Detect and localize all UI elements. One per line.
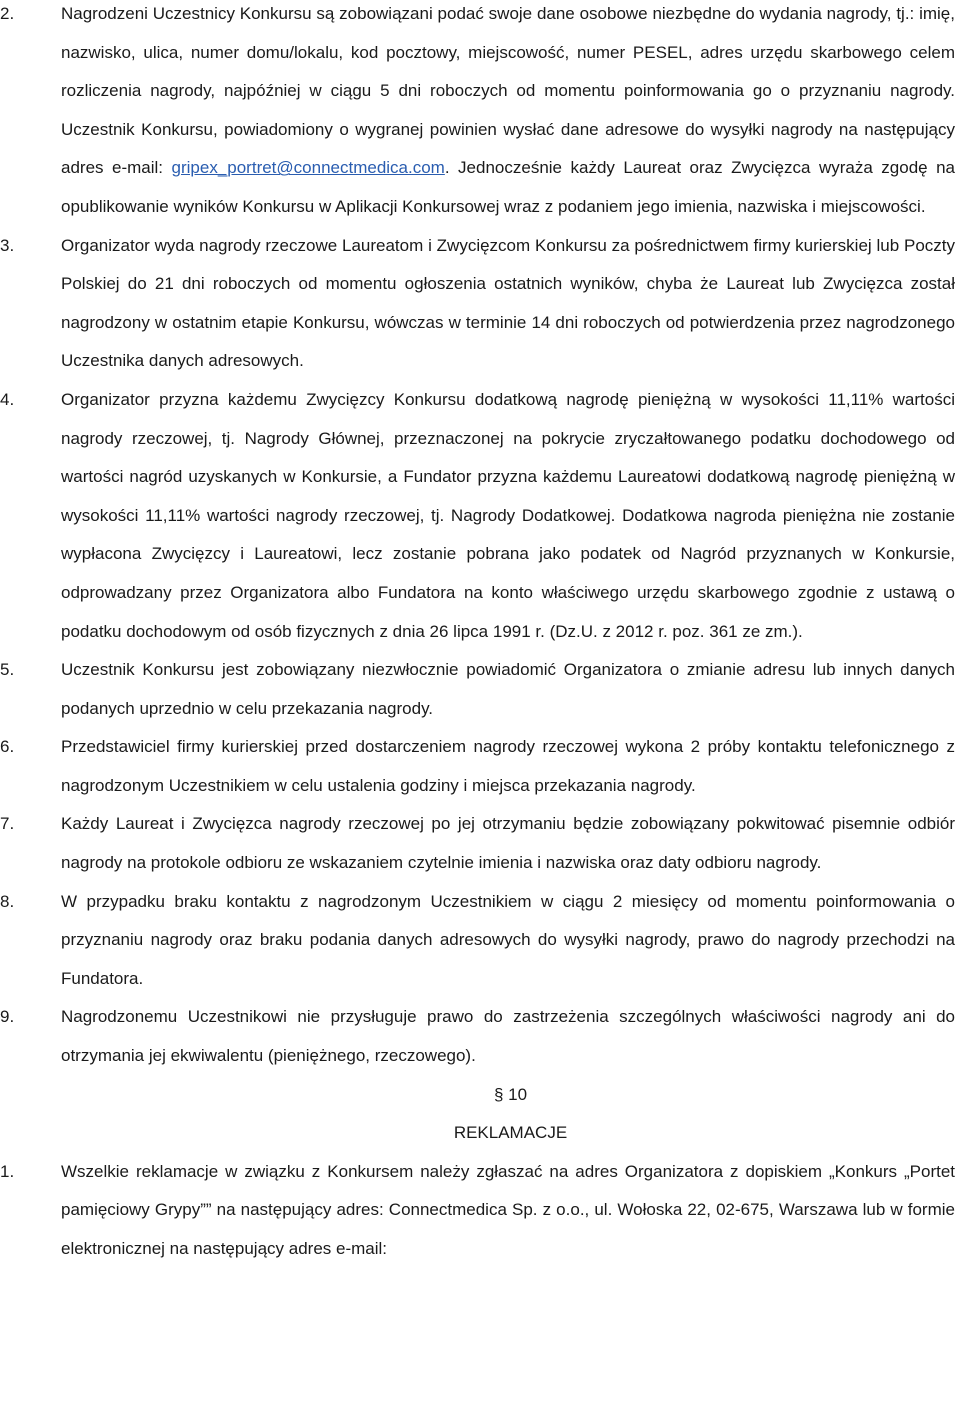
list-number: 4. (0, 389, 15, 409)
list-item-text: Każdy Laureat i Zwycięzca nagrody rzeczowej po jej otrzymaniu będzie zobowiązany pokwitować pisemnie odbiór nagrody na protokole odbioru ze wskazaniem czytelnie imienia i nazwiska oraz daty odbioru nagrody. (61, 814, 955, 873)
list-number: 5. (0, 660, 15, 680)
paragraph-text: Nagrodzeni Uczestnicy Konkursu są zobowiązani podać swoje dane osobowe niezbędne do wydania nagrody, tj.: imię, nazwisko, ulica, numer domu/lokalu, kod pocztowy, miejscowość, numer PESEL, adres urzędu skarbowego celem rozliczenia nagrody, najpóźniej w ciągu 5 dni roboczych od momentu poinformowania go o przyznaniu nagrody. Uczestnik Konkursu, powiadomiony o wygranej powinien wysłać dane adresowe do wysyłki nagrody na następujący adres e-mail: (61, 4, 955, 178)
list-item-text: Organizator wyda nagrody rzeczowe Laureatom i Zwycięzcom Konkursu za pośrednictwem firmy kurierskiej lub Poczty Polskiej do 21 dni roboczych od momentu ogłoszenia ostatnich wyników, chyba że Laureat lub Zwycięzca został nagrodzony w ostatnim etapie Konkursu, wówczas w terminie 14 dni roboczych od potwierdzenia przez nagrodzonego Uczestnika danych adresowych. (61, 235, 955, 371)
list-item-5 (0, 651, 960, 728)
list-number: 3. (0, 235, 15, 255)
reklamacje-item-1 (0, 1153, 960, 1269)
list-item-7 (0, 805, 960, 882)
section-number: § 10 (493, 1084, 528, 1104)
list-item-3 (0, 227, 960, 381)
list-item-text (61, 0, 955, 227)
list-number: 8. (0, 891, 15, 911)
list-item-6 (0, 728, 960, 805)
list-item-8 (0, 883, 960, 999)
list-number: 9. (0, 1007, 15, 1027)
list-item-text: Przedstawiciel firmy kurierskiej przed dostarczeniem nagrody rzeczowej wykona 2 próby kontaktu telefonicznego z nagrodzonym Uczestnikiem w celu ustalenia godziny i miejsca przekazania nagrody. (61, 737, 955, 795)
list-item-9 (0, 998, 960, 1075)
list-number: 6. (0, 737, 15, 757)
list-item-text: Wszelkie reklamacje w związku z Konkursem należy zgłaszać na adres Organizatora z dopiskiem „Konkurs „Portet pamięciowy Grypy”” na następujący adres: Connectmedica Sp. z o.o., ul. Wołoska 22, 02-675, Warszawa lub w formie elektronicznej na następujący adres e-mail: (61, 1161, 955, 1258)
list-number: 2. (0, 4, 15, 23)
email-link[interactable]: gripex_portret@connectmedica.com (171, 158, 445, 178)
list-item-text: Uczestnik Konkursu jest zobowiązany niezwłocznie powiadomić Organizatora o zmianie adresu lub innych danych podanych uprzednio w celu przekazania nagrody. (61, 660, 955, 718)
list-item-2 (0, 0, 960, 227)
list-item-text: W przypadku braku kontaktu z nagrodzonym Uczestnikiem w ciągu 2 miesięcy od momentu poinformowania o przyznaniu nagrody oraz braku podania danych adresowych do wysyłki nagrody, prawo do nagrody przechodzi na Fundatora. (61, 891, 955, 988)
list-number: 1. (0, 1161, 15, 1181)
list-number: 7. (0, 814, 15, 834)
list-item-text: Organizator przyzna każdemu Zwycięzcy Konkursu dodatkową nagrodę pieniężną w wysokości 11,11% wartości nagrody rzeczowej, tj. Nagrody Głównej, przeznaczonej na pokrycie zryczałtowanego podatku dochodowego od wartości nagród uzyskanych w Konkursie, a Fundator przyzna każdemu Laureatowi dodatkową nagrodę pieniężną w wysokości 11,11% wartości nagrody rzeczowej, tj. Nagrody Dodatkowej. Dodatkowa nagroda pieniężna nie zostanie wypłacona Zwycięzcy i Laureatowi, lecz zostanie pobrana jako podatek od Nagród przyznanych w Konkursie, odprowadzany przez Organizatora albo Fundatora na konto właściwego urzędu skarbowego zgodnie z ustawą o podatku dochodowym od osób fizycznych z dnia 26 lipca 1991 r. (Dz.U. z 2012 r. poz. 361 ze zm.). (61, 389, 955, 641)
list-item-4 (0, 381, 960, 651)
list-item-text: Nagrodzonemu Uczestnikowi nie przysługuje prawo do zastrzeżenia szczególnych właściwości nagrody ani do otrzymania jej ekwiwalentu (pieniężnego, rzeczowego). (61, 1007, 955, 1066)
section-title: REKLAMACJE (453, 1123, 568, 1143)
paragraph-text: . Jednocześnie każdy Laureat oraz Zwycięzca wyraża zgodę na opublikowanie wyników Konkursu w Aplikacji Konkursowej wraz z podaniem jego imienia, nazwiska i miejscowości. (61, 158, 955, 216)
